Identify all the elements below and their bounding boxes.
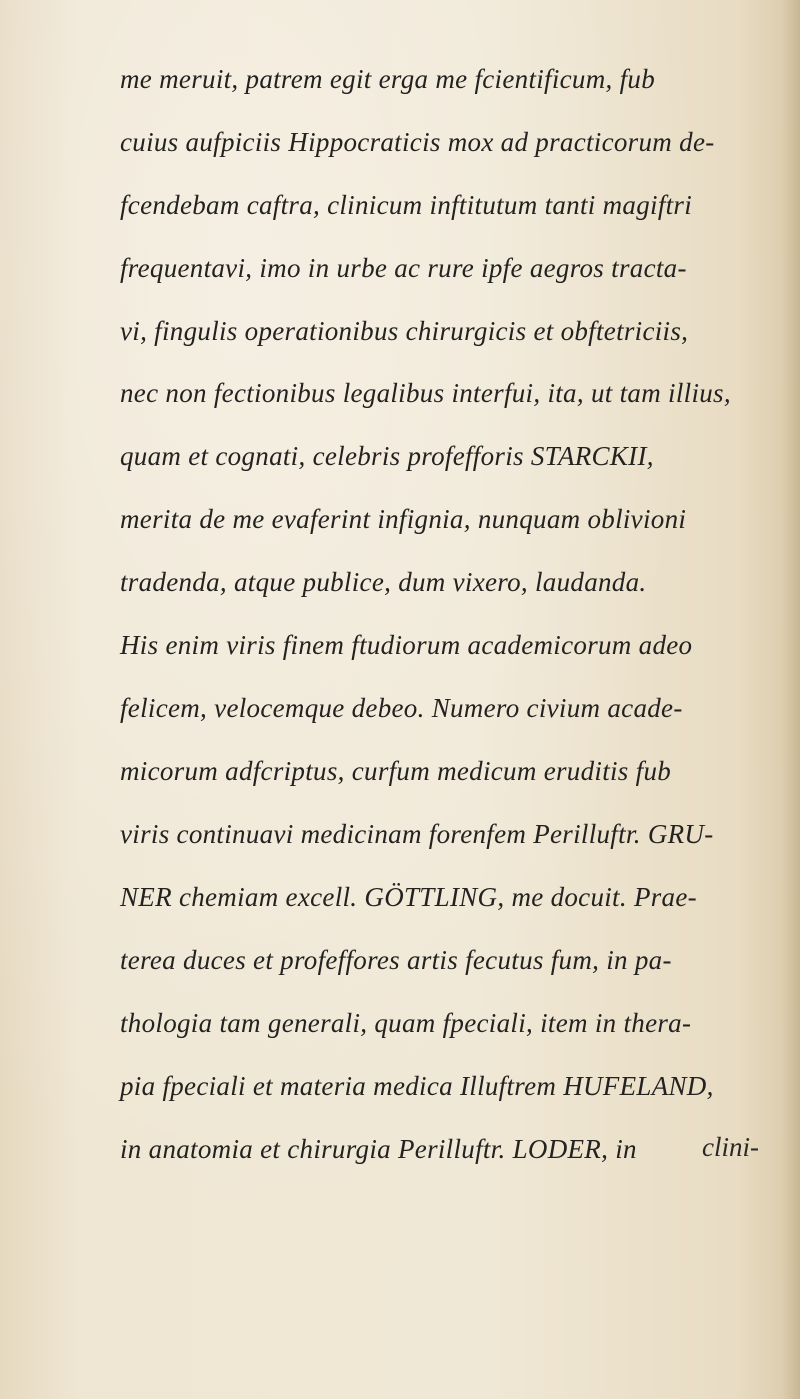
text-line: vi, fingulis operationibus chirurgicis et obftetriciis, [120,316,689,346]
text-line: terea duces et profeffores artis fecutus fum, in pa- [120,945,672,975]
text-line: micorum adfcriptus, curfum medicum eruditis fub [120,756,672,786]
text-line: nec non fectionibus legalibus interfui, ita, ut tam illius, [120,378,731,408]
text-line: NER chemiam excell. GÖTTLING, me docuit. Prae- [120,882,697,912]
text-line: in anatomia et chirurgia Perilluftr. LODER, in [120,1134,637,1164]
text-line: thologia tam generali, quam fpeciali, item in thera- [120,1008,692,1038]
text-line: frequentavi, imo in urbe ac rure ipfe aegros tracta- [120,253,687,283]
text-line: fcendebam caftra, clinicum inftitutum tanti magiftri [120,190,693,220]
text-line: His enim viris finem ftudiorum academicorum adeo [120,630,693,660]
catchword: clini- [702,1132,759,1162]
text-line: felicem, velocemque debeo. Numero civium acade- [120,693,683,723]
text-line: tradenda, atque publice, dum vixero, laudanda. [120,567,647,597]
text-line: pia fpeciali et materia medica Illuftrem HUFELAND, [120,1071,714,1101]
text-line: quam et cognati, celebris profefforis STARCKII, [120,441,654,471]
page-edge-shadow [782,0,800,1399]
text-line: merita de me evaferint infignia, nunquam oblivioni [120,504,687,534]
text-line: me meruit, patrem egit erga me fcientificum, fub [120,64,656,94]
text-line: cuius aufpiciis Hippocraticis mox ad practicorum de- [120,127,715,157]
text-line: viris continuavi medicinam forenfem Perilluftr. GRU- [120,819,714,849]
